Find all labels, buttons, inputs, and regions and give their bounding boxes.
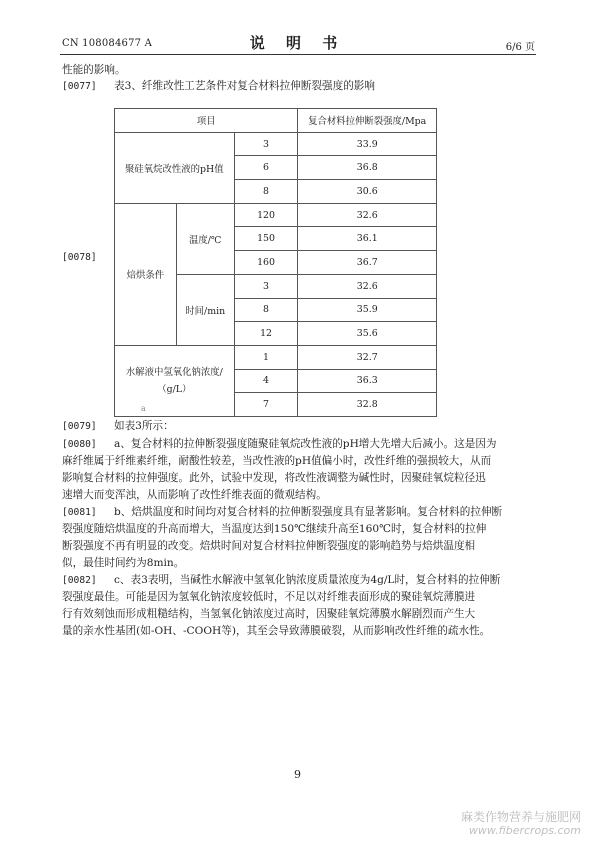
- paragraph-number-0079: [0079]: [62, 421, 97, 432]
- paragraph-0082-line: c、表3表明，当碱性水解液中氢氧化钠浓度质量浓度为4g/L时，复合材料的拉伸断: [114, 574, 501, 586]
- value-cell: 36.3: [298, 369, 437, 393]
- paragraph-number-0082: [0082]: [62, 575, 97, 586]
- watermark-site-url: www.fibercrops.com: [468, 824, 581, 837]
- param-cell: 1: [234, 345, 298, 369]
- intro-line: 性能的影响。: [62, 64, 126, 76]
- table-row: [115, 203, 437, 227]
- group-label-baking: 焙烘条件: [115, 203, 177, 345]
- paragraph-0080-line: 麻纤维属于纤维素纤维，耐酸性较差，当改性液的pH值偏小时，改性纤维的强损较大，从而: [62, 455, 492, 467]
- page-indicator: 6/6 页: [505, 42, 535, 53]
- sublabel-time: 时间/min: [176, 274, 234, 345]
- table-row: [115, 345, 437, 369]
- paragraph-0079-text: 如表3所示：: [114, 420, 174, 432]
- param-cell: 6: [234, 156, 298, 180]
- paragraph-0081-line: 似，最佳时间约为8min。: [62, 557, 185, 569]
- param-cell: 8: [234, 180, 298, 204]
- paragraph-0081-line: b、焙烘温度和时间均对复合材料的拉伸断裂强度具有显著影响。复合材料的拉伸断: [114, 506, 503, 518]
- header-divider: [60, 54, 536, 55]
- table-caption: 表3、纤维改性工艺条件对复合材料拉伸断裂强度的影响: [114, 80, 375, 92]
- results-table: [114, 108, 437, 417]
- paragraph-0080-line: 影响复合材料的拉伸强度。此外，试验中发现，将改性液调整为碱性时，因聚硅氧烷粒径迅: [62, 472, 486, 484]
- group-label-naoh-line2: （g/L）: [157, 383, 192, 395]
- param-cell: 120: [234, 203, 298, 227]
- paragraph-number-0081: [0081]: [62, 507, 97, 518]
- header-value: 复合材料拉伸断裂强度/Mpa: [298, 109, 437, 133]
- page-number: 9: [294, 768, 301, 781]
- paragraph-0082-line: 量的亲水性基团(如-OH、-COOH等)，其至会导致薄膜破裂，从而影响改性纤维的疏水性。: [62, 625, 491, 637]
- paragraph-0080-line: a、复合材料的拉伸断裂强度随聚硅氧烷改性液的pH增大先增大后减小。这是因为: [114, 438, 497, 450]
- value-cell: 36.7: [298, 251, 437, 275]
- sublabel-temperature: 温度/℃: [176, 203, 234, 274]
- group-label-naoh: [115, 345, 235, 416]
- value-cell: 35.6: [298, 322, 437, 346]
- header-item: 项目: [115, 109, 298, 133]
- stray-mark: a: [141, 404, 146, 413]
- param-cell: 160: [234, 251, 298, 275]
- paragraph-number-0077: [0077]: [62, 81, 97, 92]
- page-title: 说 明 书: [249, 34, 346, 52]
- value-cell: 36.8: [298, 156, 437, 180]
- paragraph-number-0080: [0080]: [62, 439, 97, 450]
- param-cell: 3: [234, 132, 298, 156]
- value-cell: 32.6: [298, 274, 437, 298]
- value-cell: 32.8: [298, 393, 437, 417]
- param-cell: 8: [234, 298, 298, 322]
- group-label-naoh-line1: 水解液中氢氧化钠浓度/: [125, 366, 223, 378]
- value-cell: 33.9: [298, 132, 437, 156]
- value-cell: 32.6: [298, 203, 437, 227]
- table-row: [115, 132, 437, 156]
- paragraph-0081-line: 裂强度随焙烘温度的升高而增大，当温度达到150℃继续升高至160℃时，复合材料的拉伸: [62, 523, 487, 535]
- value-cell: 32.7: [298, 345, 437, 369]
- param-cell: 4: [234, 369, 298, 393]
- param-cell: 3: [234, 274, 298, 298]
- value-cell: 36.1: [298, 227, 437, 251]
- patent-number: CN 108084677 A: [62, 38, 153, 49]
- paragraph-0082-line: 裂强度最佳。可能是因为氢氧化钠浓度较低时，不足以对纤维表面形成的聚硅氧烷薄膜进: [62, 591, 476, 603]
- param-cell: 12: [234, 322, 298, 346]
- table-header-row: [115, 109, 437, 133]
- paragraph-0080-line: 速增大而变浑浊，从而影响了改性纤维表面的微观结构。: [62, 489, 327, 501]
- value-cell: 30.6: [298, 180, 437, 204]
- watermark-site-name: 麻类作物营养与施肥网: [460, 810, 581, 824]
- group-label-ph: 聚硅氧烷改性液的pH值: [115, 132, 235, 203]
- param-cell: 150: [234, 227, 298, 251]
- paragraph-0082-line: 行有效刻蚀而形成粗糙结构，当氢氧化钠浓度过高时，因聚硅氧烷薄膜水解剧烈而产生大: [62, 608, 476, 620]
- param-cell: 7: [234, 393, 298, 417]
- paragraph-number-0078: [0078]: [62, 252, 97, 263]
- paragraph-0081-line: 断裂强度不再有明显的改变。焙烘时间对复合材料拉伸断裂强度的影响趋势与焙烘温度相: [62, 540, 476, 552]
- value-cell: 35.9: [298, 298, 437, 322]
